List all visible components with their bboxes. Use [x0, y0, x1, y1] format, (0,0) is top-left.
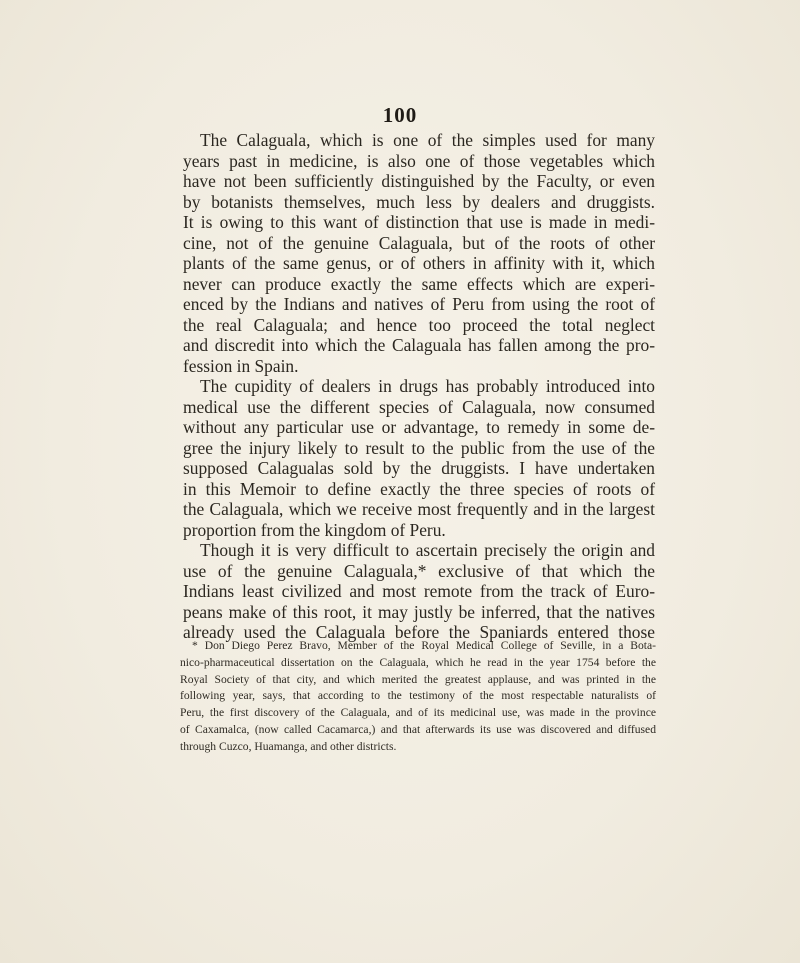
- text-line: It is owing to this want of distinction that use is made in medi-: [183, 212, 655, 232]
- text-line: supposed Calagualas sold by the druggists. I have undertaken: [183, 458, 655, 478]
- text-line: The cupidity of dealers in drugs has probably introduced into: [200, 376, 655, 396]
- text-line: use of the genuine Calaguala,* exclusive of that which the: [183, 560, 655, 581]
- footnote-line: of Caxamalca, (now called Cacamarca,) and that afterwards its use was discovered and diffused: [180, 722, 656, 736]
- text-line: The Calaguala, which is one of the simples used for many: [200, 130, 655, 150]
- text-line: have not been sufficiently distinguished by the Faculty, or even: [183, 171, 655, 191]
- text-line: without any particular use or advantage, to remedy in some de-: [183, 417, 655, 437]
- text-line: proportion from the kingdom of Peru.: [183, 519, 446, 540]
- text-line: peans make of this root, it may justly be inferred, that the natives: [183, 601, 655, 622]
- text-line: enced by the Indians and natives of Peru from using the root of: [183, 294, 655, 314]
- text-line: by botanists themselves, much less by dealers and druggists.: [183, 191, 655, 212]
- text-line: already used the Calaguala before the Spaniards entered those: [183, 622, 655, 642]
- text-line: cine, not of the genuine Calaguala, but of the roots of other: [183, 232, 655, 253]
- footnote-line: following year, says, that according to the testimony of the most respectable naturalists of: [180, 689, 656, 703]
- body-text: [183, 130, 655, 643]
- text-line: Though it is very difficult to ascertain precisely the origin and: [200, 540, 655, 560]
- footnote-line: * Don Diego Perez Bravo, Member of the Royal Medical College of Seville, in a Bota-: [192, 639, 656, 652]
- footnote-line: nico-pharmaceutical dissertation on the Calaguala, which he read in the year 1754 before the: [180, 655, 656, 669]
- footnote-line: Royal Society of that city, and which merited the greatest applause, and was printed in the: [180, 672, 656, 686]
- text-line: never can produce exactly the same effects which are experi-: [183, 273, 655, 294]
- text-line: fession in Spain.: [183, 355, 299, 376]
- text-line: years past in medicine, is also one of those vegetables which: [183, 150, 655, 171]
- text-line: gree the injury likely to result to the public from the use of the: [183, 437, 655, 458]
- text-line: the real Calaguala; and hence too proceed the total neglect: [183, 314, 655, 335]
- text-line: in this Memoir to define exactly the three species of roots of: [183, 478, 655, 499]
- footnote-line: through Cuzco, Huamanga, and other districts.: [180, 739, 397, 753]
- text-line: Indians least civilized and most remote from the track of Euro-: [183, 581, 655, 601]
- page-number: 100: [382, 103, 418, 127]
- text-line: the Calaguala, which we receive most frequently and in the largest: [183, 499, 655, 519]
- footnote-line: Peru, the first discovery of the Calaguala, and of its medicinal use, was made in the province: [180, 706, 656, 720]
- text-line: medical use the different species of Calaguala, now consumed: [183, 396, 655, 417]
- text-line: plants of the same genus, or of others in affinity with it, which: [183, 253, 655, 273]
- text-line: and discredit into which the Calaguala has fallen among the pro-: [183, 335, 655, 355]
- footnote: [180, 638, 656, 756]
